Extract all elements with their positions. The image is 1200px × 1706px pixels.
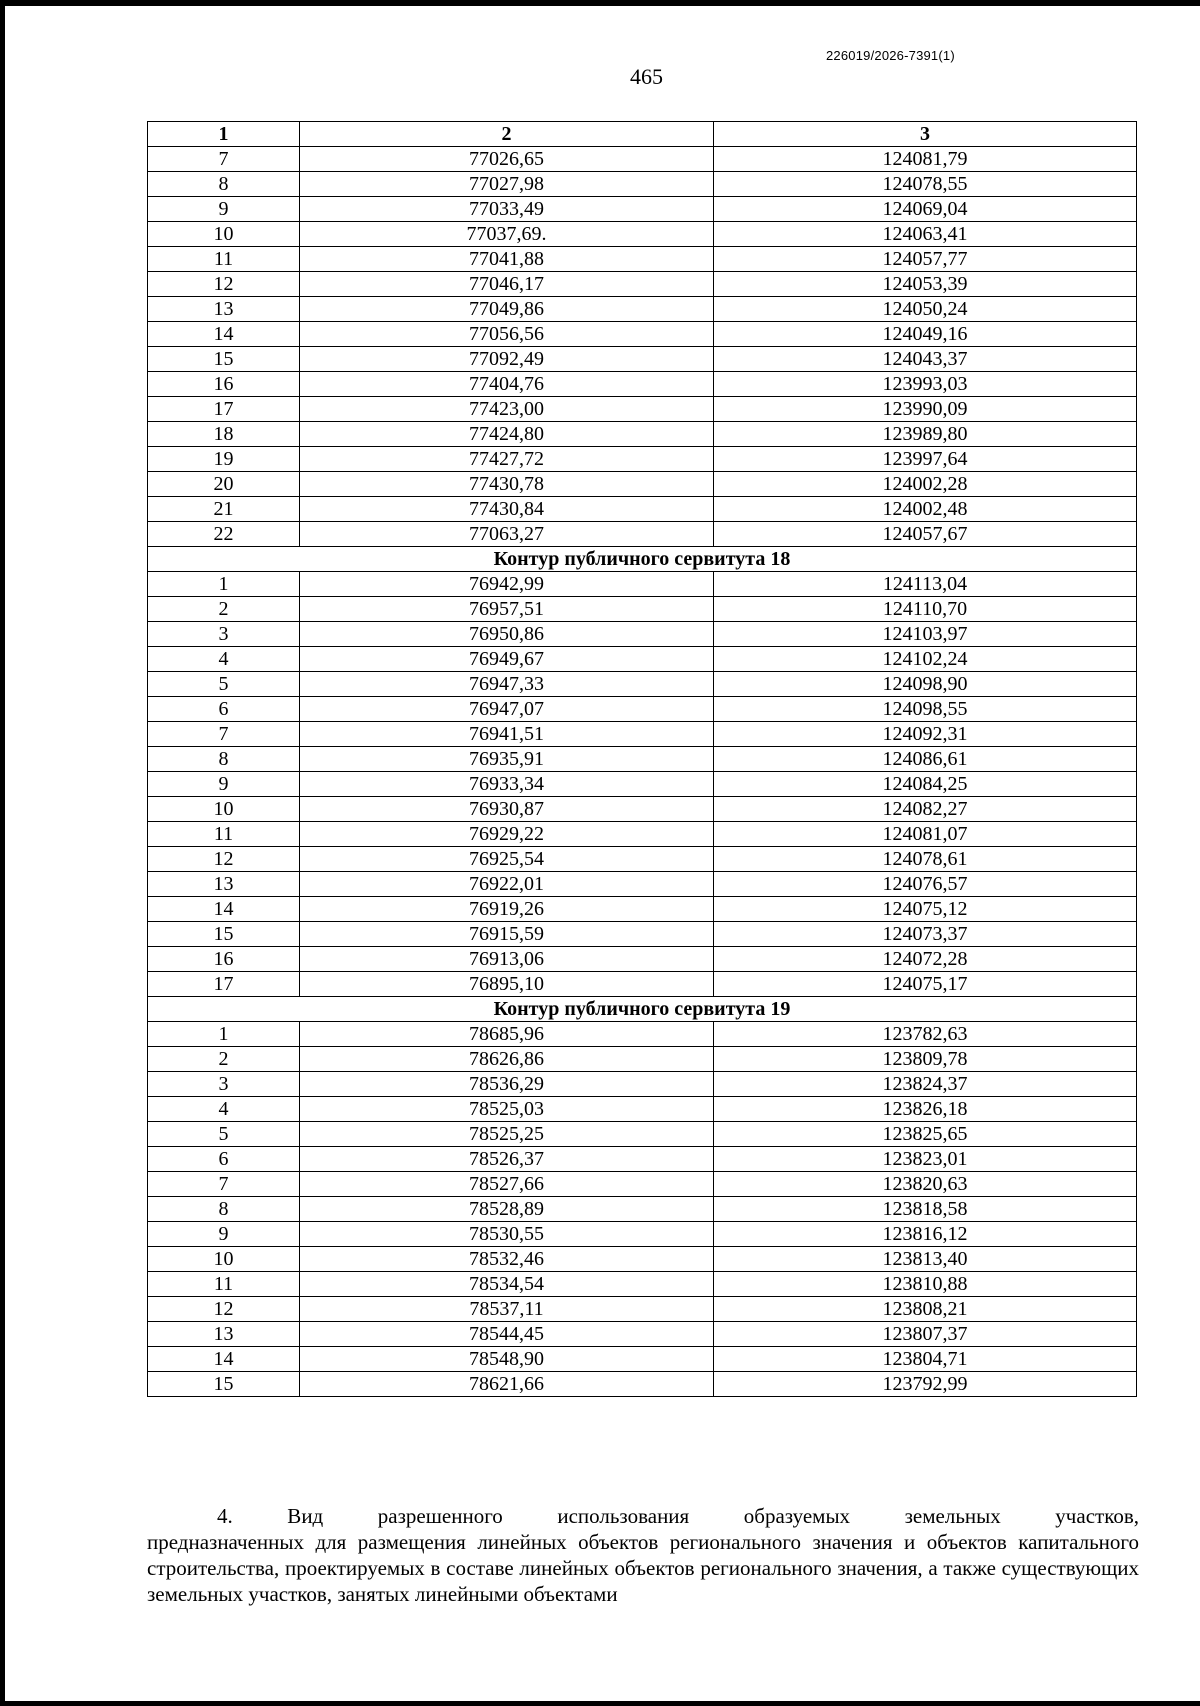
table-row [148, 397, 1137, 422]
y-coordinate-cell: 124073,37 [714, 922, 1137, 947]
y-coordinate-cell: 124075,17 [714, 972, 1137, 997]
x-coordinate-cell: 77037,69. [300, 222, 714, 247]
y-coordinate-cell: 124076,57 [714, 872, 1137, 897]
point-number-cell: 7 [148, 1172, 300, 1197]
table-row [148, 747, 1137, 772]
point-number-cell: 21 [148, 497, 300, 522]
table-row [148, 147, 1137, 172]
point-number-cell: 9 [148, 197, 300, 222]
x-coordinate-cell: 76935,91 [300, 747, 714, 772]
scan-border-top [0, 0, 1200, 6]
y-coordinate-cell: 123818,58 [714, 1197, 1137, 1222]
point-number-cell: 20 [148, 472, 300, 497]
y-coordinate-cell: 124098,55 [714, 697, 1137, 722]
x-coordinate-cell: 78525,03 [300, 1097, 714, 1122]
point-number-cell: 16 [148, 372, 300, 397]
x-coordinate-cell: 77092,49 [300, 347, 714, 372]
table-row [148, 947, 1137, 972]
y-coordinate-cell: 124082,27 [714, 797, 1137, 822]
table-row [148, 1172, 1137, 1197]
y-coordinate-cell: 124110,70 [714, 597, 1137, 622]
table-row [148, 472, 1137, 497]
x-coordinate-cell: 78526,37 [300, 1147, 714, 1172]
x-coordinate-cell: 77027,98 [300, 172, 714, 197]
paragraph-continuation: предназначенных для размещения линейных объектов регионального значения и объектов капитального строительства, проектируемых в составе линейных объектов регионального значения, а также существующих земельных участков, занятых линейными объектами [147, 1530, 1139, 1606]
section-title-row [148, 997, 1137, 1022]
scan-border-left [0, 0, 5, 1706]
y-coordinate-cell: 123825,65 [714, 1122, 1137, 1147]
x-coordinate-cell: 76895,10 [300, 972, 714, 997]
x-coordinate-cell: 76957,51 [300, 597, 714, 622]
point-number-cell: 11 [148, 1272, 300, 1297]
table-row [148, 1122, 1137, 1147]
coordinates-table-body [148, 122, 1137, 1397]
table-row [148, 347, 1137, 372]
point-number-cell: 13 [148, 297, 300, 322]
table-row [148, 597, 1137, 622]
point-number-cell: 5 [148, 672, 300, 697]
point-number-cell: 8 [148, 1197, 300, 1222]
y-coordinate-cell: 123782,63 [714, 1022, 1137, 1047]
y-coordinate-cell: 124084,25 [714, 772, 1137, 797]
table-row [148, 1047, 1137, 1072]
column-header-3: 3 [714, 122, 1137, 147]
x-coordinate-cell: 77041,88 [300, 247, 714, 272]
point-number-cell: 3 [148, 1072, 300, 1097]
table-row [148, 1372, 1137, 1397]
column-header-1: 1 [148, 122, 300, 147]
point-number-cell: 4 [148, 1097, 300, 1122]
y-coordinate-cell: 124057,77 [714, 247, 1137, 272]
x-coordinate-cell: 77427,72 [300, 447, 714, 472]
point-number-cell: 14 [148, 1347, 300, 1372]
y-coordinate-cell: 124069,04 [714, 197, 1137, 222]
point-number-cell: 7 [148, 722, 300, 747]
point-number-cell: 17 [148, 397, 300, 422]
x-coordinate-cell: 78548,90 [300, 1347, 714, 1372]
point-number-cell: 15 [148, 347, 300, 372]
point-number-cell: 17 [148, 972, 300, 997]
table-row [148, 1272, 1137, 1297]
scan-border-bottom [0, 1701, 1200, 1706]
x-coordinate-cell: 78536,29 [300, 1072, 714, 1097]
table-row [148, 872, 1137, 897]
x-coordinate-cell: 77423,00 [300, 397, 714, 422]
point-number-cell: 4 [148, 647, 300, 672]
table-row [148, 322, 1137, 347]
y-coordinate-cell: 124103,97 [714, 622, 1137, 647]
table-row [148, 297, 1137, 322]
y-coordinate-cell: 124081,79 [714, 147, 1137, 172]
y-coordinate-cell: 123997,64 [714, 447, 1137, 472]
x-coordinate-cell: 77049,86 [300, 297, 714, 322]
point-number-cell: 19 [148, 447, 300, 472]
y-coordinate-cell: 124057,67 [714, 522, 1137, 547]
body-paragraph [147, 1503, 1139, 1607]
page-number: 465 [630, 64, 663, 89]
point-number-cell: 3 [148, 622, 300, 647]
table-row [148, 647, 1137, 672]
table-row [148, 772, 1137, 797]
table-row [148, 822, 1137, 847]
x-coordinate-cell: 78626,86 [300, 1047, 714, 1072]
y-coordinate-cell: 124063,41 [714, 222, 1137, 247]
point-number-cell: 6 [148, 1147, 300, 1172]
table-row [148, 1322, 1137, 1347]
x-coordinate-cell: 78530,55 [300, 1222, 714, 1247]
table-row [148, 1247, 1137, 1272]
point-number-cell: 12 [148, 272, 300, 297]
table-row [148, 1197, 1137, 1222]
table-row [148, 697, 1137, 722]
table-row [148, 197, 1137, 222]
table-row [148, 897, 1137, 922]
x-coordinate-cell: 77026,65 [300, 147, 714, 172]
point-number-cell: 14 [148, 322, 300, 347]
x-coordinate-cell: 77404,76 [300, 372, 714, 397]
table-row [148, 1072, 1137, 1097]
x-coordinate-cell: 76949,67 [300, 647, 714, 672]
table-row [148, 922, 1137, 947]
x-coordinate-cell: 76947,07 [300, 697, 714, 722]
table-row [148, 272, 1137, 297]
y-coordinate-cell: 124043,37 [714, 347, 1137, 372]
point-number-cell: 18 [148, 422, 300, 447]
x-coordinate-cell: 76933,34 [300, 772, 714, 797]
y-coordinate-cell: 124098,90 [714, 672, 1137, 697]
x-coordinate-cell: 76915,59 [300, 922, 714, 947]
x-coordinate-cell: 76922,01 [300, 872, 714, 897]
column-header-2: 2 [300, 122, 714, 147]
point-number-cell: 11 [148, 247, 300, 272]
paragraph-first-line: 4. Вид разрешенного использования образуемых земельных участков, [217, 1504, 1139, 1528]
table-row [148, 372, 1137, 397]
point-number-cell: 7 [148, 147, 300, 172]
table-row [148, 972, 1137, 997]
x-coordinate-cell: 78621,66 [300, 1372, 714, 1397]
point-number-cell: 13 [148, 872, 300, 897]
y-coordinate-cell: 123809,78 [714, 1047, 1137, 1072]
point-number-cell: 22 [148, 522, 300, 547]
x-coordinate-cell: 76929,22 [300, 822, 714, 847]
point-number-cell: 16 [148, 947, 300, 972]
table-row [148, 672, 1137, 697]
y-coordinate-cell: 124002,48 [714, 497, 1137, 522]
x-coordinate-cell: 78685,96 [300, 1022, 714, 1047]
x-coordinate-cell: 77046,17 [300, 272, 714, 297]
point-number-cell: 9 [148, 1222, 300, 1247]
point-number-cell: 13 [148, 1322, 300, 1347]
table-row [148, 422, 1137, 447]
point-number-cell: 9 [148, 772, 300, 797]
y-coordinate-cell: 124081,07 [714, 822, 1137, 847]
y-coordinate-cell: 123820,63 [714, 1172, 1137, 1197]
y-coordinate-cell: 123804,71 [714, 1347, 1137, 1372]
x-coordinate-cell: 76913,06 [300, 947, 714, 972]
x-coordinate-cell: 76941,51 [300, 722, 714, 747]
x-coordinate-cell: 78532,46 [300, 1247, 714, 1272]
y-coordinate-cell: 124078,61 [714, 847, 1137, 872]
y-coordinate-cell: 123824,37 [714, 1072, 1137, 1097]
y-coordinate-cell: 123990,09 [714, 397, 1137, 422]
y-coordinate-cell: 124092,31 [714, 722, 1137, 747]
table-row [148, 572, 1137, 597]
table-row [148, 1347, 1137, 1372]
y-coordinate-cell: 123993,03 [714, 372, 1137, 397]
point-number-cell: 5 [148, 1122, 300, 1147]
point-number-cell: 15 [148, 1372, 300, 1397]
point-number-cell: 10 [148, 797, 300, 822]
y-coordinate-cell: 123823,01 [714, 1147, 1137, 1172]
y-coordinate-cell: 123989,80 [714, 422, 1137, 447]
point-number-cell: 10 [148, 222, 300, 247]
point-number-cell: 1 [148, 572, 300, 597]
table-row [148, 522, 1137, 547]
table-row [148, 847, 1137, 872]
table-row [148, 622, 1137, 647]
point-number-cell: 12 [148, 1297, 300, 1322]
x-coordinate-cell: 76930,87 [300, 797, 714, 822]
section-title: Контур публичного сервитута 18 [148, 547, 1137, 572]
y-coordinate-cell: 124053,39 [714, 272, 1137, 297]
point-number-cell: 1 [148, 1022, 300, 1047]
table-row [148, 797, 1137, 822]
table-row [148, 497, 1137, 522]
y-coordinate-cell: 124050,24 [714, 297, 1137, 322]
table-row [148, 172, 1137, 197]
point-number-cell: 6 [148, 697, 300, 722]
x-coordinate-cell: 76950,86 [300, 622, 714, 647]
x-coordinate-cell: 76919,26 [300, 897, 714, 922]
x-coordinate-cell: 76947,33 [300, 672, 714, 697]
y-coordinate-cell: 123792,99 [714, 1372, 1137, 1397]
x-coordinate-cell: 78537,11 [300, 1297, 714, 1322]
point-number-cell: 2 [148, 597, 300, 622]
y-coordinate-cell: 124075,12 [714, 897, 1137, 922]
x-coordinate-cell: 77430,78 [300, 472, 714, 497]
point-number-cell: 14 [148, 897, 300, 922]
y-coordinate-cell: 123808,21 [714, 1297, 1137, 1322]
y-coordinate-cell: 124078,55 [714, 172, 1137, 197]
y-coordinate-cell: 123826,18 [714, 1097, 1137, 1122]
x-coordinate-cell: 78544,45 [300, 1322, 714, 1347]
coordinates-table [147, 121, 1137, 1397]
table-row [148, 1147, 1137, 1172]
y-coordinate-cell: 124113,04 [714, 572, 1137, 597]
table-row [148, 1222, 1137, 1247]
table-row [148, 1297, 1137, 1322]
table-row [148, 1022, 1137, 1047]
table-row [148, 247, 1137, 272]
y-coordinate-cell: 123810,88 [714, 1272, 1137, 1297]
point-number-cell: 8 [148, 747, 300, 772]
x-coordinate-cell: 77063,27 [300, 522, 714, 547]
y-coordinate-cell: 124002,28 [714, 472, 1137, 497]
x-coordinate-cell: 77056,56 [300, 322, 714, 347]
table-row [148, 1097, 1137, 1122]
x-coordinate-cell: 78534,54 [300, 1272, 714, 1297]
x-coordinate-cell: 78527,66 [300, 1172, 714, 1197]
point-number-cell: 11 [148, 822, 300, 847]
table-row [148, 722, 1137, 747]
y-coordinate-cell: 124102,24 [714, 647, 1137, 672]
x-coordinate-cell: 77033,49 [300, 197, 714, 222]
x-coordinate-cell: 76925,54 [300, 847, 714, 872]
x-coordinate-cell: 78528,89 [300, 1197, 714, 1222]
point-number-cell: 8 [148, 172, 300, 197]
y-coordinate-cell: 124049,16 [714, 322, 1137, 347]
x-coordinate-cell: 78525,25 [300, 1122, 714, 1147]
table-row [148, 222, 1137, 247]
point-number-cell: 10 [148, 1247, 300, 1272]
point-number-cell: 2 [148, 1047, 300, 1072]
point-number-cell: 15 [148, 922, 300, 947]
point-number-cell: 12 [148, 847, 300, 872]
y-coordinate-cell: 124072,28 [714, 947, 1137, 972]
y-coordinate-cell: 124086,61 [714, 747, 1137, 772]
y-coordinate-cell: 123816,12 [714, 1222, 1137, 1247]
x-coordinate-cell: 76942,99 [300, 572, 714, 597]
document-id: 226019/2026-7391(1) [826, 48, 955, 63]
section-title: Контур публичного сервитута 19 [148, 997, 1137, 1022]
x-coordinate-cell: 77430,84 [300, 497, 714, 522]
table-row [148, 447, 1137, 472]
section-title-row [148, 547, 1137, 572]
y-coordinate-cell: 123813,40 [714, 1247, 1137, 1272]
table-header-row [148, 122, 1137, 147]
x-coordinate-cell: 77424,80 [300, 422, 714, 447]
y-coordinate-cell: 123807,37 [714, 1322, 1137, 1347]
